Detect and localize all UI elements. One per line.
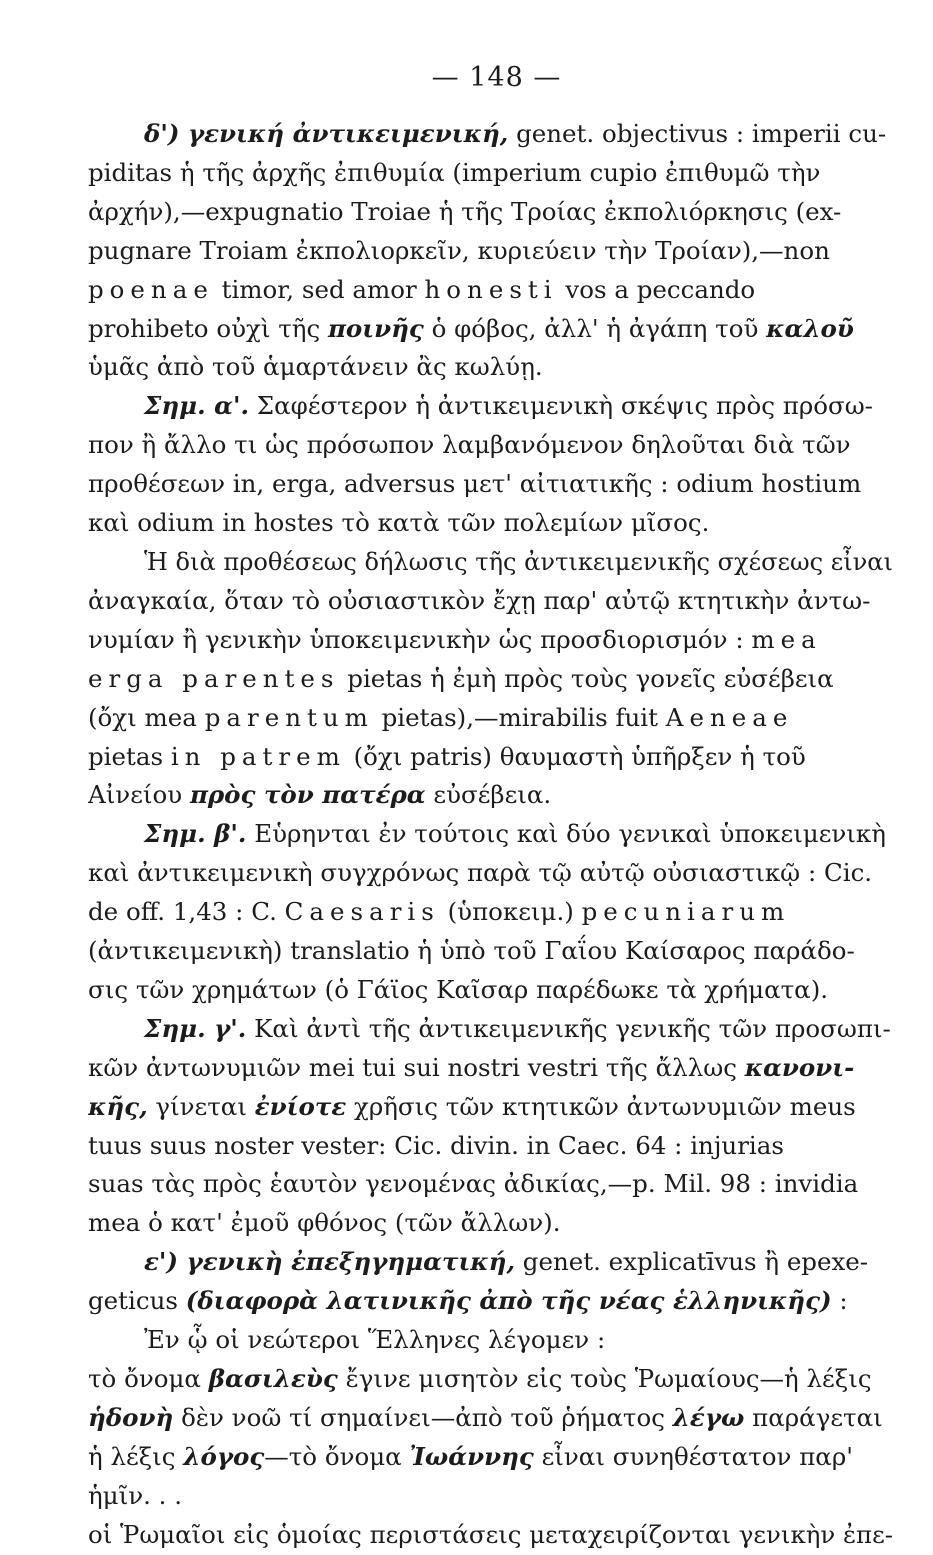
text-run: γίνεται [147, 1091, 255, 1121]
text-run: de off. 1,43 : C. [88, 897, 285, 927]
bold-italic-term: λόγος [183, 1441, 265, 1471]
text-run: pietas ἡ ἐμὴ πρὸς τοὺς γονεῖς εὐσέβεια [339, 663, 834, 693]
text-line [88, 776, 893, 815]
spaced-term: honesti [424, 274, 558, 304]
text-run: Ἡ διὰ προθέσεως δήλωσις τῆς ἀντικειμενικῆς σχέσεως εἶναι [144, 546, 893, 576]
text-run: tuus suus noster vester: Cic. divin. in Caec. 64 : injurias [88, 1130, 784, 1160]
text-line [88, 193, 893, 232]
text-line [88, 465, 893, 504]
bold-italic-term: βασιλεὺς [208, 1364, 338, 1393]
text-line [88, 660, 893, 699]
text-run: geticus [88, 1286, 186, 1316]
text-run: Εὑρηνται ἐν τούτοις καὶ δύο γενικαὶ ὑποκειμενικὴ [246, 819, 886, 849]
spaced-term: in patrem [170, 741, 346, 771]
text-run: Καὶ ἀντὶ τῆς ἀντικειμενικῆς γενικῆς τῶν προσωπι- [246, 1013, 891, 1043]
text-line [88, 1399, 893, 1438]
text-run: καὶ ἀντικειμενικὴ συγχρόνως παρὰ τῷ αὐτῷ οὐσιαστικῷ : Cic. [88, 858, 873, 888]
text-line [88, 932, 893, 971]
text-line [88, 621, 893, 660]
text-run: Αἰνείου [88, 780, 190, 810]
bold-italic-term: ἡδονὴ [88, 1402, 174, 1432]
text-line [88, 1010, 893, 1049]
text-line [88, 271, 893, 310]
text-line [88, 582, 893, 621]
text-line [88, 1438, 893, 1477]
text-run: ἡμῖν. . . [88, 1480, 183, 1510]
text-line [88, 1477, 893, 1516]
spaced-term: Caesaris [284, 897, 440, 927]
text-line [88, 543, 893, 582]
text-line [88, 971, 893, 1010]
text-run: ἔγινε μισητὸν εἰς τοὺς Ῥωμαίους—ἡ λέξις [337, 1364, 872, 1393]
bold-italic-term: πρὸς τὸν πατέρα [189, 780, 426, 810]
text-line [88, 154, 893, 193]
text-line [88, 232, 893, 271]
bold-italic-term: δ') γενική ἀντικειμενική, [144, 119, 509, 148]
bold-italic-term: Σημ. γ'. [144, 1013, 247, 1043]
text-run: πον ἢ ἄλλο τι ὡς πρόσωπον λαμβανόμενον δηλοῦται διὰ τῶν [88, 430, 851, 460]
bold-italic-term: κανονι- [744, 1052, 855, 1082]
text-line [88, 1088, 893, 1127]
text-run: (ὄχι mea [88, 702, 205, 732]
text-run: (ἀντικειμενικὴ) translatio ἡ ὑπὸ τοῦ Γαΐου Καίσαρος παράδο- [88, 936, 855, 966]
text-run: —τὸ ὄνομα [264, 1441, 410, 1471]
text-run: pietas),—mirabilis fuit [373, 702, 666, 732]
text-line [88, 893, 893, 932]
text-run: genet. objectivus : imperii cu- [508, 119, 887, 148]
text-line [88, 1360, 893, 1399]
spaced-term: mea [751, 624, 822, 654]
text-line [88, 854, 893, 893]
text-run: δὲν νοῶ τί σημαίνει—ἀπὸ τοῦ ῥήματος [173, 1402, 673, 1432]
text-run: χρῆσις τῶν κτητικῶν ἀντωνυμιῶν meus [346, 1091, 856, 1121]
bold-italic-term: ποινῆς [327, 313, 424, 343]
spaced-term: pecuniarum [581, 897, 791, 927]
text-run: προθέσεων in, erga, adversus μετ' αἰτιατικῆς : odium hostium [88, 469, 862, 499]
spaced-term: Aeneae [665, 702, 794, 732]
text-run: εἶναι συνηθέστατον παρ' [533, 1441, 853, 1471]
text-run: καὶ odium in hostes τὸ κατὰ τῶν πολεμίων μῖσος. [88, 508, 710, 538]
page-number: — 148 — [431, 62, 562, 93]
text-line [88, 1165, 893, 1204]
text-run: παράγεται [744, 1402, 883, 1432]
text-run: ἡ λέξις [88, 1441, 184, 1471]
text-run: (ὄχι patris) θαυμαστὴ ὑπῆρξεν ἡ τοῦ [345, 741, 806, 771]
bold-italic-term: Ἰωάννης [409, 1441, 534, 1471]
text-line [88, 1049, 893, 1088]
text-run: vos a peccando [557, 274, 756, 304]
text-run: pugnare Troiam ἐκπολιορκεῖν, κυριεύειν τὴν Τροίαν),—non [88, 235, 830, 265]
text-line [88, 815, 893, 854]
text-run: ὑμᾶς ἀπὸ τοῦ ἁμαρτάνειν ἂς κωλύῃ. [88, 352, 543, 382]
text-run: : [831, 1286, 848, 1316]
text-run: timor, sed amor [213, 274, 425, 304]
text-run: ἀναγκαία, ὅταν τὸ οὐσιαστικὸν ἔχῃ παρ' αὐτῷ κτητικὴν ἀντω- [88, 585, 871, 615]
text-line [88, 310, 893, 349]
text-line [88, 1243, 893, 1282]
spaced-term: erga parentes [88, 663, 340, 693]
bold-italic-term: Σημ. α'. [144, 391, 250, 421]
text-run: prohibeto οὐχὶ τῆς [88, 313, 328, 343]
bold-italic-term: ἐνίοτε [254, 1091, 347, 1121]
text-run: ἀρχήν),—expugnatio Troiae ἡ τῆς Τροίας ἐκπολιόρκησις (ex- [88, 196, 842, 226]
text-line [88, 1516, 893, 1555]
bold-italic-term: λέγω [672, 1402, 745, 1432]
text-line [88, 1282, 893, 1321]
text-line [88, 115, 893, 154]
bold-italic-term: (διαφορὰ λατινικῆς ἀπὸ τῆς νέας ἑλληνικῆς) [185, 1286, 832, 1316]
spaced-term: poenae [88, 274, 214, 304]
text-run: (ὑποκειμ.) [439, 897, 582, 927]
text-line [88, 1127, 893, 1166]
text-line [88, 738, 893, 777]
text-run: τὸ ὄνομα [88, 1364, 209, 1393]
text-run: pietas [88, 741, 171, 771]
text-line [88, 504, 893, 543]
text-run: εὐσέβεια. [425, 780, 552, 810]
text-run: suas τὰς πρὸς ἑαυτὸν γενομένας ἀδικίας,—p. Mil. 98 : invidia [88, 1169, 859, 1199]
text-line [88, 1204, 893, 1243]
text-run: Σαφέστερον ἡ ἀντικειμενικὴ σκέψις πρὸς πρόσω- [249, 391, 873, 421]
text-line [88, 348, 893, 387]
text-run: ὁ φόβος, ἀλλ' ἡ ἀγάπη τοῦ [423, 313, 767, 343]
text-body [88, 115, 893, 1555]
spaced-term: parentum [204, 702, 374, 732]
bold-italic-term: καλοῦ [766, 313, 854, 343]
text-line [88, 426, 893, 465]
text-run: κῶν ἀντωνυμιῶν mei tui sui nostri vestri τῆς ἄλλως [88, 1052, 745, 1082]
bold-italic-term: κῆς, [88, 1091, 148, 1121]
text-run: genet. explicatīvus ἢ epexe- [515, 1247, 869, 1277]
text-run: οἱ Ῥωμαῖοι εἰς ὁμοίας περιστάσεις μεταχειρίζονται γενικὴν ἐπε- [88, 1519, 893, 1549]
text-run: mea ὁ κατ' ἐμοῦ φθόνος (τῶν ἄλλων). [88, 1208, 561, 1238]
text-line [88, 699, 893, 738]
bold-italic-term: ε') γενικὴ ἐπεξηγηματική, [144, 1247, 516, 1277]
text-line [88, 1321, 893, 1360]
text-run: νυμίαν ἢ γενικὴν ὑποκειμενικὴν ὡς προσδιορισμόν : [88, 624, 752, 654]
text-run: piditas ἡ τῆς ἀρχῆς ἐπιθυμία (imperium cupio ἐπιθυμῶ τὴν [88, 157, 821, 187]
bold-italic-term: Σημ. β'. [144, 819, 247, 849]
text-run: Ἐν ᾧ οἱ νεώτεροι Ἕλληνες λέγομεν : [144, 1325, 606, 1355]
text-line [88, 387, 893, 426]
text-run: σις τῶν χρημάτων (ὁ Γάϊος Καῖσαρ παρέδωκε τὰ χρήματα). [88, 974, 829, 1004]
